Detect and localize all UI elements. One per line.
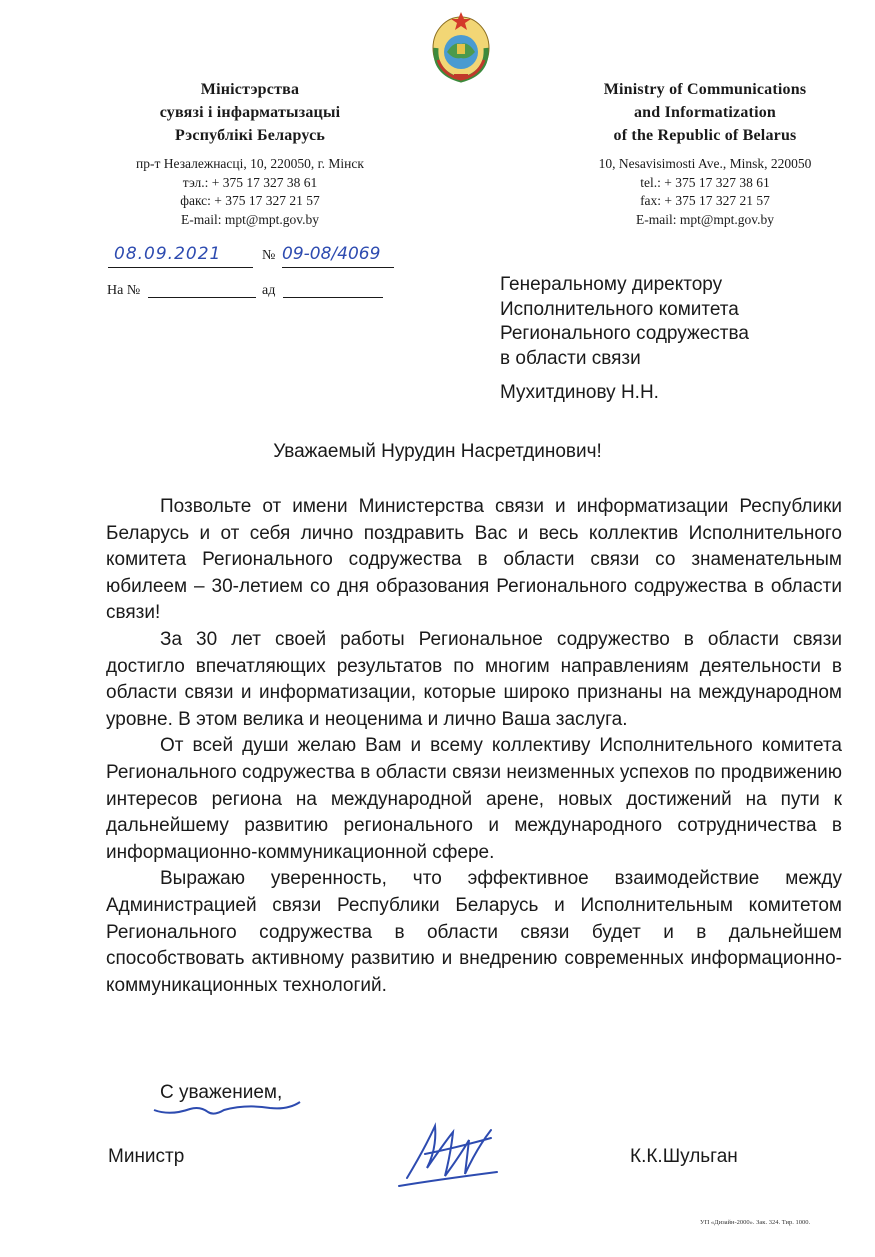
- addressee-line: Регионального содружества: [500, 323, 749, 344]
- reference-date-label: ад: [262, 283, 276, 298]
- reference-number-label: На №: [107, 283, 141, 298]
- print-code: УП «Дизайн-2000». Зак. 324. Тир. 1000.: [700, 1219, 811, 1226]
- registration-date: 08.09.2021: [114, 244, 222, 264]
- address-line: пр-т Незалежнасці, 10, 220050, г. Мінск: [136, 156, 364, 171]
- registration-number: 09-08/4069: [282, 244, 381, 264]
- state-emblem-icon: [430, 8, 492, 84]
- address-line: тэл.: + 375 17 327 38 61: [182, 174, 318, 190]
- address-line: fax: + 375 17 327 21 57: [640, 193, 770, 208]
- ministry-name-en-line: and Informatization: [633, 104, 777, 121]
- address-line: 10, Nesavisimosti Ave., Minsk, 220050: [598, 156, 812, 171]
- ministry-name-en-line: of the Republic of Belarus: [613, 127, 797, 144]
- body-paragraph: За 30 лет своей работы Региональное содружество в области связи достигло впечатляющих результатов по многим направлениям деятельности в области связи и информатизации, которые широко признаны на международном уровне. В этом велика и неоценима и лично Ваша заслуга.: [106, 628, 842, 730]
- reference-date-blank: [283, 297, 383, 298]
- reference-number-blank: [148, 297, 256, 298]
- ministry-name-en: [570, 78, 840, 147]
- letter-body: [106, 494, 842, 999]
- addressee-block: [500, 273, 840, 406]
- registration-number-label: №: [262, 248, 276, 263]
- signer-name: К.К.Шульган: [630, 1146, 738, 1167]
- body-paragraph: Выражаю уверенность, что эффективное взаимодействие между Администрацией связи Республики Беларусь и Исполнительным комитетом Регионального содружества в области связи будет и в дальнейшем способствовать активному развитию и внедрению современных информационно-коммуникационных технологий.: [106, 868, 842, 996]
- addressee-line: в области связи: [500, 347, 641, 369]
- ministry-address-en: [565, 155, 845, 229]
- number-underline: [282, 267, 394, 268]
- closing-regards: С уважением,: [160, 1082, 283, 1103]
- addressee-line: Генеральному директору: [500, 274, 723, 295]
- ministry-name-by-line: Рэспублікі Беларусь: [174, 127, 326, 144]
- address-line: tel.: + 375 17 327 38 61: [640, 174, 770, 190]
- address-line: E-mail: mpt@mpt.gov.by: [636, 211, 774, 227]
- ministry-name-en-line: Ministry of Communications: [603, 81, 807, 98]
- address-line: факс: + 375 17 327 21 57: [180, 193, 320, 208]
- body-paragraph: От всей души желаю Вам и всему коллективу Исполнительного комитета Регионального содружества в области связи неизменных успехов по продвижению интересов региона на международной арене, новых достижений на пути к дальнейшему развитию регионального и международного сотрудничества в информационно-коммуникационной сфере.: [106, 735, 842, 863]
- ministry-name-by: [150, 78, 350, 147]
- greeting: Уважаемый Нурудин Насретдинович!: [273, 441, 602, 462]
- address-line: E-mail: mpt@mpt.gov.by: [181, 211, 319, 227]
- ministry-address-by: [100, 155, 400, 229]
- date-underline: [108, 267, 253, 268]
- ministry-name-by-line: Міністэрства: [200, 81, 300, 98]
- body-paragraph: Позвольте от имени Министерства связи и информатизации Республики Беларусь и от себя лично поздравить Вас и весь коллектив Исполнительного комитета Регионального содружества в области связи со знаменательным юбилеем – 30-летием со дня образования Регионального содружества в области связи!: [106, 496, 842, 624]
- signature-icon: [395, 1118, 505, 1193]
- signer-position: Министр: [108, 1146, 185, 1167]
- addressee-name: Мухитдинову Н.Н.: [500, 382, 659, 403]
- ministry-name-by-line: сувязі і інфарматызацыі: [159, 104, 341, 121]
- addressee-line: Исполнительного комитета: [500, 298, 739, 320]
- handwritten-underline: [150, 1096, 310, 1118]
